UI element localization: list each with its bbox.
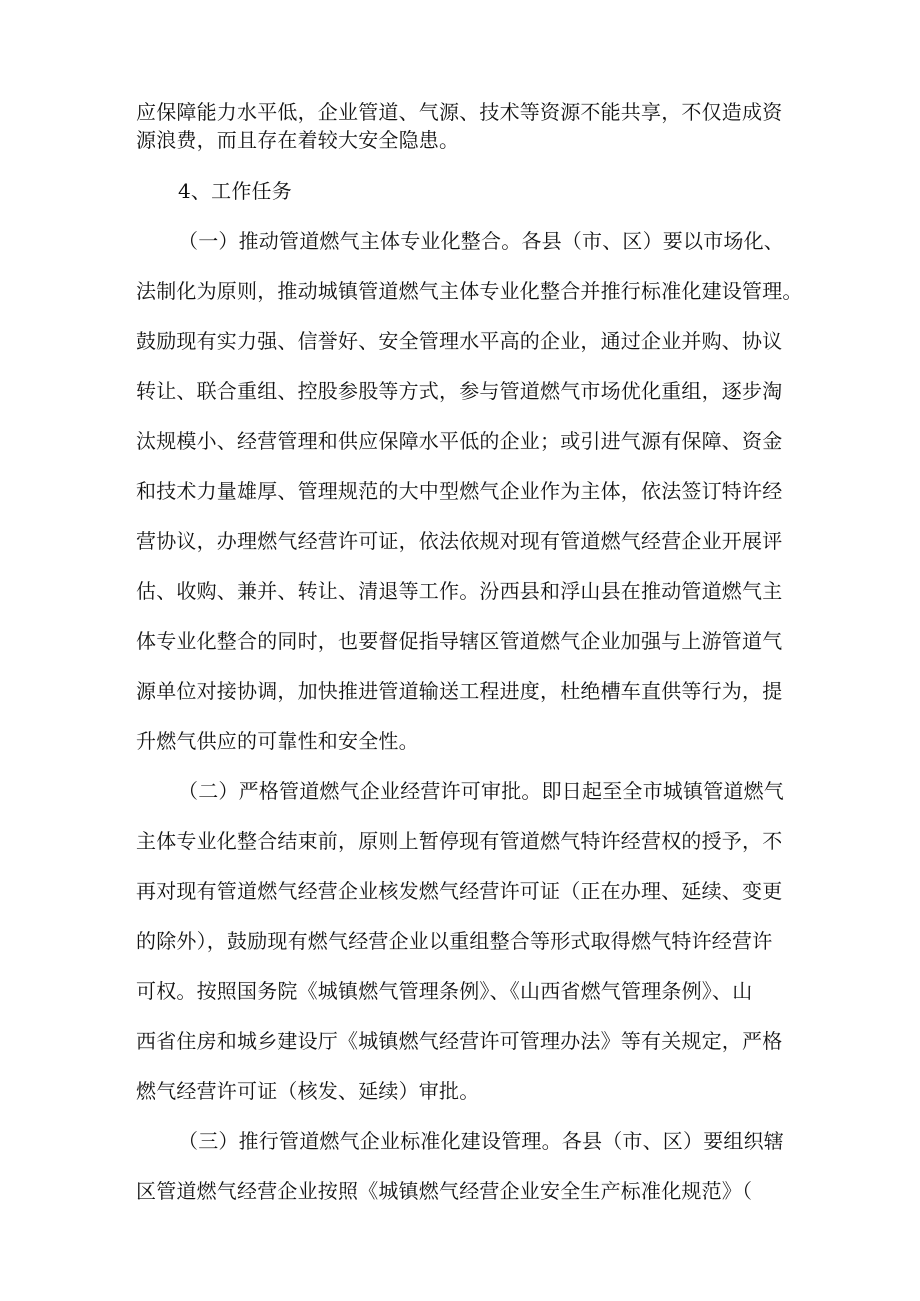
paragraph-line: 可权。按照国务院《城镇燃气管理条例》、《山西省燃气管理条例》、山 [136, 979, 753, 1003]
paragraph-line: 的除外），鼓励现有燃气经营企业以重组整合等形式取得燃气特许经营许 [136, 929, 773, 953]
paragraph-line: 再对现有管道燃气经营企业核发燃气经营许可证（正在办理、延续、变更 [136, 879, 783, 903]
paragraph-line: 和技术力量雄厚、管理规范的大中型燃气企业作为主体，依法签订特许经 [136, 479, 783, 503]
paragraph-line: 体专业化整合的同时，也要督促指导辖区管道燃气企业加强与上游管道气 [136, 629, 783, 653]
paragraph-line: （一）推动管道燃气主体专业化整合。各县（市、区）要以市场化、 [178, 229, 784, 253]
paragraph-line: 西省住房和城乡建设厅《城镇燃气经营许可管理办法》等有关规定，严格 [136, 1029, 783, 1053]
paragraph-line: 源浪费，而且存在着较大安全隐患。 [136, 128, 460, 152]
paragraph-line: （二）严格管道燃气企业经营许可审批。即日起至全市城镇管道燃气 [178, 779, 784, 803]
paragraph-line: 源单位对接协调，加快推进管道输送工程进度，杜绝槽车直供等行为，提 [136, 679, 783, 703]
paragraph-line: 汰规模小、经营管理和供应保障水平低的企业；或引进气源有保障、资金 [136, 429, 783, 453]
paragraph-line: 鼓励现有实力强、信誉好、安全管理水平高的企业，通过企业并购、协议 [136, 329, 783, 353]
paragraph-line: 区管道燃气经营企业按照《城镇燃气经营企业安全生产标准化规范》（ [136, 1179, 753, 1203]
paragraph-line: （三）推行管道燃气企业标准化建设管理。各县（市、区）要组织辖 [178, 1129, 784, 1153]
paragraph-line: 应保障能力水平低，企业管道、气源、技术等资源不能共享，不仅造成资 [136, 100, 783, 124]
section-heading: 4、工作任务 [178, 179, 292, 203]
paragraph-line: 升燃气供应的可靠性和安全性。 [136, 729, 419, 753]
paragraph-line: 主体专业化整合结束前，原则上暂停现有管道燃气特许经营权的授予，不 [136, 829, 783, 853]
paragraph-line: 估、收购、兼并、转让、清退等工作。汾西县和浮山县在推动管道燃气主 [136, 579, 783, 603]
paragraph-line: 法制化为原则，推动城镇管道燃气主体专业化整合并推行标准化建设管理。 [136, 279, 803, 303]
paragraph-line: 营协议，办理燃气经营许可证，依法依规对现有管道燃气经营企业开展评 [136, 529, 783, 553]
paragraph-line: 燃气经营许可证（核发、延续）审批。 [136, 1079, 480, 1103]
paragraph-line: 转让、联合重组、控股参股等方式，参与管道燃气市场优化重组，逐步淘 [136, 379, 783, 403]
